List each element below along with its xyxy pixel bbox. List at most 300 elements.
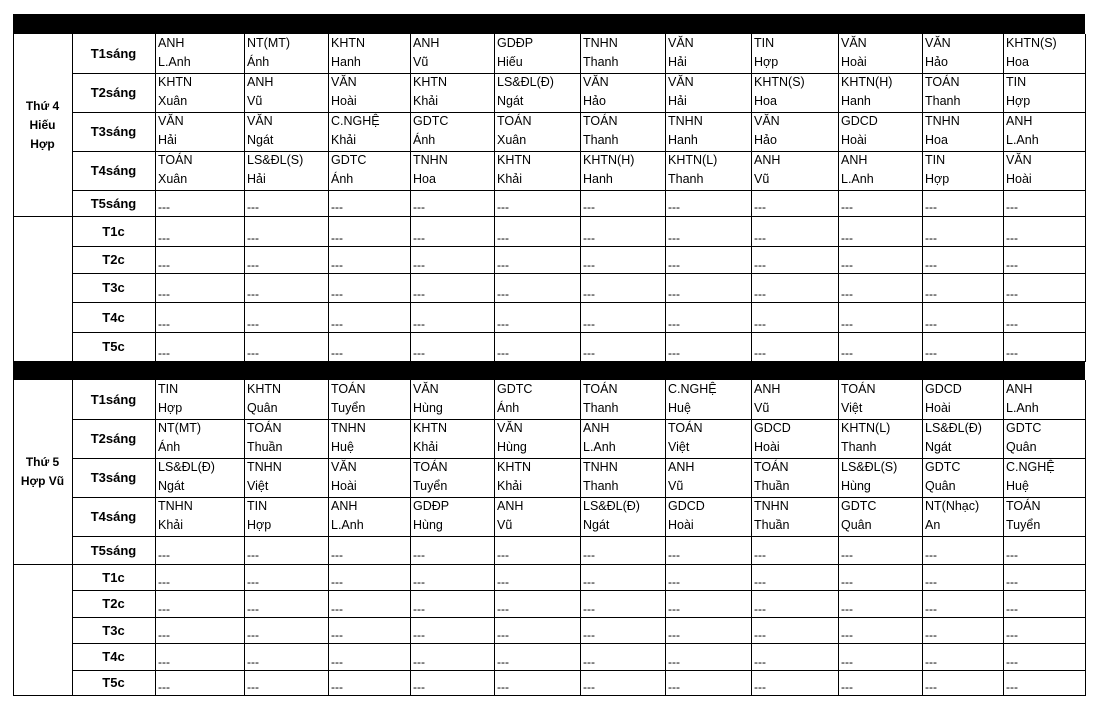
table-border-left: [13, 380, 14, 695]
lesson-cell: [580, 497, 665, 536]
empty-slot: ---: [413, 548, 425, 562]
empty-slot: ---: [331, 258, 343, 272]
subject-name: GDCD: [841, 114, 878, 128]
empty-slot: ---: [497, 258, 509, 272]
empty-slot: ---: [331, 680, 343, 694]
teacher-name: Thanh: [583, 401, 619, 415]
empty-slot: ---: [1006, 680, 1018, 694]
lesson-cell: [328, 458, 410, 497]
teacher-name: Ngát: [583, 518, 610, 532]
lesson-cell: [751, 151, 838, 190]
teacher-name: Hoài: [668, 518, 694, 532]
period-label: T3sáng: [90, 124, 137, 139]
lesson-cell: [1003, 151, 1085, 190]
subject-name: ANH: [247, 75, 274, 89]
teacher-name: Thanh: [841, 440, 877, 454]
subject-name: TOÁN: [668, 421, 703, 435]
day-header-band: [13, 14, 1085, 34]
lesson-cell: [922, 458, 1003, 497]
empty-slot: ---: [668, 548, 680, 562]
teacher-name: Hợp: [247, 518, 272, 532]
period-label: T5sáng: [90, 195, 137, 211]
subject-name: TOÁN: [413, 460, 448, 474]
teacher-name: Ngát: [247, 133, 274, 147]
column-divider: [328, 380, 329, 695]
lesson-cell: [410, 497, 494, 536]
empty-slot: ---: [331, 317, 343, 331]
subject-name: TIN: [1006, 75, 1027, 89]
lesson-cell: [244, 380, 328, 419]
empty-slot: ---: [331, 628, 343, 642]
empty-slot: ---: [158, 602, 170, 616]
teacher-name: Hoài: [841, 55, 867, 69]
empty-slot: ---: [754, 680, 766, 694]
teacher-name: Huệ: [331, 440, 354, 454]
empty-slot: ---: [583, 680, 595, 694]
teacher-name: Hoài: [925, 401, 951, 415]
subject-name: GDCD: [668, 499, 705, 513]
teacher-name: Hanh: [841, 94, 871, 108]
lesson-cell: [1003, 34, 1085, 73]
teacher-name: Khải: [413, 440, 439, 454]
empty-slot: ---: [841, 548, 853, 562]
column-divider: [494, 380, 495, 695]
teacher-name: Hải: [668, 94, 687, 108]
teacher-name: L.Anh: [158, 55, 191, 69]
empty-slot: ---: [1006, 200, 1018, 214]
subject-name: C.NGHỆ: [1006, 460, 1055, 474]
subject-name: ANH: [413, 36, 440, 50]
empty-slot: ---: [668, 628, 680, 642]
empty-slot: ---: [413, 317, 425, 331]
empty-slot: ---: [754, 575, 766, 589]
empty-slot: ---: [925, 575, 937, 589]
empty-slot: ---: [497, 317, 509, 331]
lesson-cell: [328, 112, 410, 151]
subject-name: TIN: [925, 153, 946, 167]
lesson-cell: [244, 34, 328, 73]
empty-slot: ---: [668, 317, 680, 331]
period-label: T2c: [102, 596, 125, 611]
teacher-name: Huệ: [1006, 479, 1029, 493]
subject-name: TNHN: [925, 114, 960, 128]
subject-name: TIN: [158, 382, 179, 396]
teacher-name: Hoa: [925, 133, 948, 147]
row-divider: [13, 695, 1086, 696]
subject-name: VĂN: [841, 36, 867, 50]
empty-slot: ---: [583, 287, 595, 301]
column-divider: [751, 380, 752, 695]
empty-slot: ---: [583, 231, 595, 245]
empty-slot: ---: [247, 287, 259, 301]
subject-name: TOÁN: [583, 382, 618, 396]
empty-slot: ---: [247, 575, 259, 589]
column-divider: [838, 34, 839, 361]
empty-slot: ---: [413, 287, 425, 301]
period-label: T1sáng: [90, 392, 137, 407]
subject-name: ANH: [1006, 382, 1033, 396]
row-divider: [72, 458, 1086, 459]
lesson-cell: [494, 34, 580, 73]
teacher-name: Khải: [413, 94, 439, 108]
empty-slot: ---: [247, 200, 259, 214]
empty-slot: ---: [158, 317, 170, 331]
lesson-cell: [580, 112, 665, 151]
empty-slot: ---: [247, 548, 259, 562]
empty-slot: ---: [497, 287, 509, 301]
period-label: T2sáng: [90, 85, 137, 100]
lesson-cell: [494, 151, 580, 190]
lesson-cell: [494, 380, 580, 419]
teacher-name: Hợp: [754, 55, 779, 69]
empty-slot: ---: [1006, 628, 1018, 642]
subject-name: TOÁN: [925, 75, 960, 89]
subject-name: TOÁN: [497, 114, 532, 128]
subject-name: ANH: [1006, 114, 1033, 128]
subject-name: LS&ĐL(S): [247, 153, 304, 167]
empty-slot: ---: [925, 655, 937, 669]
teacher-name: Hải: [247, 172, 266, 186]
row-divider: [72, 302, 1086, 303]
column-divider: [494, 34, 495, 361]
empty-slot: ---: [413, 680, 425, 694]
row-divider: [72, 273, 1086, 274]
empty-slot: ---: [754, 287, 766, 301]
empty-slot: ---: [331, 655, 343, 669]
subject-name: KHTN: [247, 382, 282, 396]
subject-name: GDTC: [841, 499, 877, 513]
lesson-cell: [922, 73, 1003, 112]
subject-name: GDTC: [497, 382, 533, 396]
subject-name: VĂN: [668, 75, 694, 89]
teacher-name: Hải: [158, 133, 177, 147]
empty-slot: ---: [247, 258, 259, 272]
empty-slot: ---: [841, 231, 853, 245]
column-divider: [155, 380, 156, 695]
empty-slot: ---: [247, 317, 259, 331]
empty-slot: ---: [158, 200, 170, 214]
subject-name: ANH: [841, 153, 868, 167]
subject-name: GDĐP: [413, 499, 450, 513]
empty-slot: ---: [331, 287, 343, 301]
column-divider: [838, 380, 839, 695]
subject-name: TOÁN: [1006, 499, 1041, 513]
column-divider: [922, 380, 923, 695]
subject-name: VĂN: [1006, 153, 1032, 167]
teacher-name: Vũ: [754, 401, 770, 415]
lesson-cell: [665, 34, 751, 73]
lesson-cell: [751, 458, 838, 497]
subject-name: KHTN: [497, 153, 532, 167]
teacher-name: Xuân: [158, 172, 188, 186]
teacher-name: L.Anh: [583, 440, 616, 454]
empty-slot: ---: [497, 548, 509, 562]
teacher-name: Vũ: [754, 172, 770, 186]
empty-slot: ---: [754, 602, 766, 616]
lesson-cell: [580, 419, 665, 458]
subject-name: TNHN: [158, 499, 193, 513]
subject-name: KHTN: [413, 421, 448, 435]
day-label-text: [26, 97, 59, 154]
subject-name: VĂN: [668, 36, 694, 50]
empty-slot: ---: [583, 258, 595, 272]
lesson-cell: [244, 458, 328, 497]
empty-slot: ---: [158, 680, 170, 694]
row-divider: [72, 497, 1086, 498]
empty-slot: ---: [754, 231, 766, 245]
lesson-cell: [922, 151, 1003, 190]
subject-name: TOÁN: [583, 114, 618, 128]
teacher-name: Xuân: [497, 133, 527, 147]
empty-slot: ---: [925, 287, 937, 301]
empty-slot: ---: [497, 680, 509, 694]
empty-slot: ---: [413, 200, 425, 214]
subject-name: TNHN: [583, 36, 618, 50]
empty-slot: ---: [841, 287, 853, 301]
lesson-cell: [580, 73, 665, 112]
empty-slot: ---: [1006, 575, 1018, 589]
subject-name: LS&ĐL(Đ): [158, 460, 215, 474]
lesson-cell: [1003, 458, 1085, 497]
subject-name: KHTN(L): [668, 153, 718, 167]
lesson-cell: [838, 458, 922, 497]
empty-slot: ---: [331, 575, 343, 589]
lesson-cell: [922, 112, 1003, 151]
teacher-name: Xuân: [158, 94, 188, 108]
empty-slot: ---: [668, 602, 680, 616]
empty-slot: ---: [331, 602, 343, 616]
lesson-cell: [751, 112, 838, 151]
lesson-cell: [580, 380, 665, 419]
empty-slot: ---: [1006, 231, 1018, 245]
row-divider: [13, 216, 1086, 217]
period-label: T3c: [102, 280, 125, 295]
teacher-name: Ánh: [247, 55, 270, 69]
subject-name: KHTN(H): [841, 75, 893, 89]
teacher-name: Hoài: [331, 94, 357, 108]
teacher-name: L.Anh: [1006, 401, 1039, 415]
teacher-name: Việt: [668, 440, 690, 454]
teacher-name: Ánh: [497, 401, 520, 415]
period-label: T2sáng: [90, 431, 137, 446]
teacher-name: L.Anh: [331, 518, 364, 532]
teacher-name: Hoa: [754, 94, 777, 108]
teacher-name: Khải: [331, 133, 357, 147]
subject-name: KHTN: [158, 75, 193, 89]
subject-name: GDCD: [925, 382, 962, 396]
empty-slot: ---: [413, 628, 425, 642]
column-divider: [922, 34, 923, 361]
row-divider: [72, 643, 1086, 644]
teacher-name: Vũ: [247, 94, 263, 108]
column-divider: [410, 34, 411, 361]
subject-name: KHTN(S): [1006, 36, 1057, 50]
row-divider: [72, 112, 1086, 113]
subject-name: LS&ĐL(Đ): [497, 75, 554, 89]
subject-name: ANH: [583, 421, 610, 435]
column-divider: [1003, 34, 1004, 361]
empty-slot: ---: [247, 231, 259, 245]
lesson-cell: [922, 419, 1003, 458]
row-divider: [72, 670, 1086, 671]
lesson-cell: [328, 380, 410, 419]
empty-slot: ---: [754, 655, 766, 669]
lesson-cell: [1003, 497, 1085, 536]
teacher-name: Tuyển: [1006, 518, 1041, 532]
subject-name: KHTN(L): [841, 421, 891, 435]
teacher-name: Hợp: [925, 172, 950, 186]
lesson-cell: [665, 419, 751, 458]
subject-name: ANH: [497, 499, 524, 513]
lesson-cell: [838, 419, 922, 458]
row-divider: [72, 419, 1086, 420]
lesson-cell: [838, 497, 922, 536]
column-divider: [328, 34, 329, 361]
empty-slot: ---: [497, 575, 509, 589]
lesson-cell: [410, 34, 494, 73]
teacher-name: Hùng: [413, 401, 443, 415]
empty-slot: ---: [841, 258, 853, 272]
subject-name: C.NGHỆ: [668, 382, 717, 396]
teacher-name: Quân: [1006, 440, 1037, 454]
lesson-cell: [751, 34, 838, 73]
empty-slot: ---: [247, 628, 259, 642]
teacher-name: Thanh: [583, 479, 619, 493]
empty-slot: ---: [247, 602, 259, 616]
empty-slot: ---: [497, 200, 509, 214]
empty-slot: ---: [331, 231, 343, 245]
lesson-cell: [410, 73, 494, 112]
lesson-cell: [155, 419, 244, 458]
subject-name: TNHN: [413, 153, 448, 167]
teacher-name: Việt: [247, 479, 269, 493]
subject-name: TOÁN: [158, 153, 193, 167]
lesson-cell: [244, 419, 328, 458]
teacher-name: Thuần: [247, 440, 283, 454]
row-divider: [72, 190, 1086, 191]
teacher-name: Hanh: [668, 133, 698, 147]
subject-name: ANH: [158, 36, 185, 50]
lesson-cell: [922, 380, 1003, 419]
empty-slot: ---: [413, 575, 425, 589]
lesson-cell: [1003, 380, 1085, 419]
subject-name: VĂN: [583, 75, 609, 89]
empty-slot: ---: [497, 602, 509, 616]
lesson-cell: [751, 497, 838, 536]
empty-slot: ---: [925, 346, 937, 360]
empty-slot: ---: [925, 200, 937, 214]
lesson-cell: [244, 151, 328, 190]
teacher-name: Ánh: [331, 172, 354, 186]
teacher-name: Thanh: [583, 133, 619, 147]
empty-slot: ---: [1006, 602, 1018, 616]
subject-name: KHTN(S): [754, 75, 805, 89]
teacher-name: Việt: [841, 401, 863, 415]
lesson-cell: [155, 458, 244, 497]
empty-slot: ---: [925, 680, 937, 694]
empty-slot: ---: [841, 575, 853, 589]
empty-slot: ---: [413, 655, 425, 669]
empty-slot: ---: [1006, 258, 1018, 272]
empty-slot: ---: [247, 346, 259, 360]
empty-slot: ---: [583, 628, 595, 642]
lesson-cell: [244, 497, 328, 536]
lesson-cell: [328, 151, 410, 190]
empty-slot: ---: [841, 602, 853, 616]
lesson-cell: [838, 112, 922, 151]
teacher-name: Khải: [497, 172, 523, 186]
period-label: T5c: [102, 339, 125, 354]
row-divider: [72, 73, 1086, 74]
subject-name: TNHN: [668, 114, 703, 128]
empty-slot: ---: [158, 258, 170, 272]
lesson-cell: [665, 380, 751, 419]
teacher-name: Hảo: [583, 94, 606, 108]
teacher-name: Vũ: [413, 55, 429, 69]
period-label: T5c: [102, 675, 125, 690]
teacher-name: Hoài: [1006, 172, 1032, 186]
empty-slot: ---: [925, 628, 937, 642]
teacher-name: Vũ: [497, 518, 513, 532]
subject-name: TOÁN: [841, 382, 876, 396]
empty-slot: ---: [497, 346, 509, 360]
teacher-name: Khải: [158, 518, 184, 532]
row-divider: [72, 246, 1086, 247]
row-divider: [72, 332, 1086, 333]
empty-slot: ---: [668, 680, 680, 694]
subject-name: KHTN: [497, 460, 532, 474]
column-divider: [580, 380, 581, 695]
lesson-cell: [1003, 112, 1085, 151]
empty-slot: ---: [1006, 287, 1018, 301]
empty-slot: ---: [158, 287, 170, 301]
lesson-cell: [155, 34, 244, 73]
period-label: T4sáng: [90, 163, 137, 178]
empty-slot: ---: [754, 258, 766, 272]
subject-name: GDCD: [754, 421, 791, 435]
lesson-cell: [494, 112, 580, 151]
period-label: T4sáng: [90, 509, 137, 524]
lesson-cell: [328, 73, 410, 112]
empty-slot: ---: [925, 258, 937, 272]
empty-slot: ---: [668, 258, 680, 272]
lesson-cell: [494, 497, 580, 536]
empty-slot: ---: [583, 548, 595, 562]
lesson-cell: [328, 34, 410, 73]
teacher-name: Hoài: [841, 133, 867, 147]
subject-name: ANH: [754, 382, 781, 396]
subject-name: GDTC: [1006, 421, 1042, 435]
lesson-cell: [838, 380, 922, 419]
empty-slot: ---: [158, 231, 170, 245]
teacher-name: Hiếu: [497, 55, 523, 69]
subject-name: VĂN: [158, 114, 184, 128]
empty-slot: ---: [925, 317, 937, 331]
subject-name: VĂN: [754, 114, 780, 128]
teacher-name: Ngát: [158, 479, 185, 493]
subject-name: TNHN: [583, 460, 618, 474]
empty-slot: ---: [413, 231, 425, 245]
empty-slot: ---: [925, 548, 937, 562]
subject-name: TNHN: [247, 460, 282, 474]
period-label: T1c: [102, 569, 125, 585]
empty-slot: ---: [247, 680, 259, 694]
column-divider: [1085, 34, 1086, 361]
teacher-name: Khải: [497, 479, 523, 493]
subject-name: TNHN: [754, 499, 789, 513]
period-label: T1sáng: [90, 46, 137, 61]
column-divider: [665, 380, 666, 695]
